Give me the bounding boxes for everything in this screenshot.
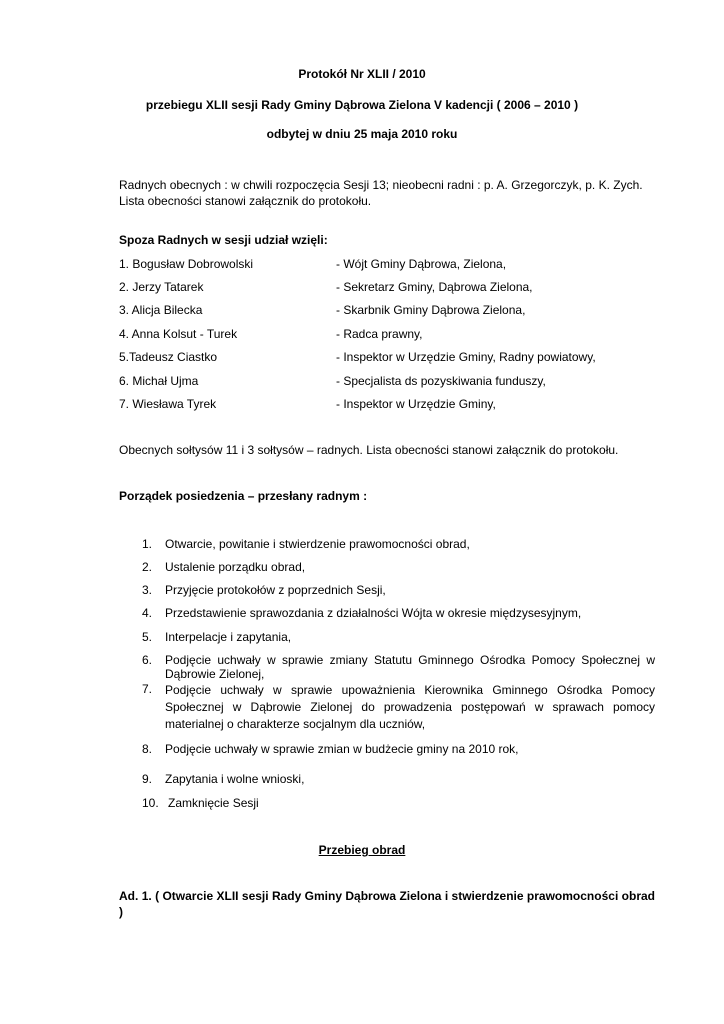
ad1-heading: Ad. 1. ( Otwarcie XLII sesji Rady Gminy Dąbrowa Zielona i stwierdzenie prawomocności obrad ) bbox=[119, 889, 655, 919]
guest-name: 5.Tadeusz Ciastko bbox=[119, 350, 218, 364]
attendance-line: Radnych obecnych : w chwili rozpoczęcia Sesji 13; nieobecni radni : p. A. Grzegorczyk, p. K. Zych. bbox=[119, 178, 643, 192]
agenda-number: 2. bbox=[142, 560, 153, 574]
agenda-number: 9. bbox=[142, 772, 153, 786]
agenda-heading: Porządek posiedzenia – przesłany radnym : bbox=[119, 489, 368, 503]
document-subtitle: przebiegu XLII sesji Rady Gminy Dąbrowa Zielona V kadencji ( 2006 – 2010 ) bbox=[145, 98, 579, 112]
agenda-text: Interpelacje i zapytania, bbox=[165, 630, 292, 644]
guest-role: - Radca prawny, bbox=[336, 327, 423, 341]
agenda-number: 4. bbox=[142, 606, 153, 620]
soltys-line: Obecnych sołtysów 11 i 3 sołtysów – radnych. Lista obecności stanowi załącznik do protokołu. bbox=[119, 443, 619, 457]
agenda-number: 7. bbox=[142, 682, 153, 696]
guest-role: - Skarbnik Gminy Dąbrowa Zielona, bbox=[336, 303, 526, 317]
document-title: Protokół Nr XLII / 2010 bbox=[298, 67, 426, 81]
agenda-text: Zamknięcie Sesji bbox=[168, 796, 259, 810]
agenda-number: 10. bbox=[142, 796, 159, 810]
agenda-number: 3. bbox=[142, 583, 153, 597]
guest-name: 6. Michał Ujma bbox=[119, 374, 199, 388]
agenda-text: Podjęcie uchwały w sprawie upoważnienia Kierownika Gminnego Ośrodka Pomocy Społecznej w Dąbrowie Zielonej do prowadzenia postępowań w sprawach pomocy materialnej o charakterze socjalnym dla uczniów, bbox=[165, 683, 655, 731]
guest-name: 4. Anna Kolsut - Turek bbox=[119, 327, 238, 341]
agenda-text: Podjęcie uchwały w sprawie zmiany Statutu Gminnego Ośrodka Pomocy Społecznej w Dąbrowie Zielonej, bbox=[165, 653, 655, 681]
guest-name: 2. Jerzy Tatarek bbox=[119, 280, 204, 294]
agenda-text: Otwarcie, powitanie i stwierdzenie prawomocności obrad, bbox=[165, 537, 470, 551]
session-date: odbytej w dniu 25 maja 2010 roku bbox=[266, 127, 458, 141]
guest-role: - Inspektor w Urzędzie Gminy, Radny powiatowy, bbox=[336, 350, 596, 364]
agenda-text: Podjęcie uchwały w sprawie zmian w budżecie gminy na 2010 rok, bbox=[165, 742, 519, 756]
agenda-text: Ustalenie porządku obrad, bbox=[165, 560, 306, 574]
agenda-number: 5. bbox=[142, 630, 153, 644]
guest-role: - Specjalista ds pozyskiwania funduszy, bbox=[336, 374, 546, 388]
guest-role: - Wójt Gminy Dąbrowa, Zielona, bbox=[336, 257, 507, 271]
agenda-number: 6. bbox=[142, 653, 153, 667]
guest-role: - Sekretarz Gminy, Dąbrowa Zielona, bbox=[336, 280, 533, 294]
agenda-text: Przedstawienie sprawozdania z działalności Wójta w okresie międzysesyjnym, bbox=[165, 606, 582, 620]
agenda-text: Zapytania i wolne wnioski, bbox=[165, 772, 305, 786]
guests-heading: Spoza Radnych w sesji udział wzięli: bbox=[119, 233, 328, 247]
guest-name: 1. Bogusław Dobrowolski bbox=[119, 257, 254, 271]
guest-role: - Inspektor w Urzędzie Gminy, bbox=[336, 397, 496, 411]
proceedings-heading: Przebieg obrad bbox=[318, 843, 406, 857]
guest-name: 3. Alicja Bilecka bbox=[119, 303, 203, 317]
agenda-number: 1. bbox=[142, 537, 153, 551]
attendance-note: Lista obecności stanowi załącznik do protokołu. bbox=[119, 194, 372, 208]
guest-name: 7. Wiesława Tyrek bbox=[119, 397, 217, 411]
agenda-number: 8. bbox=[142, 742, 153, 756]
agenda-text: Przyjęcie protokołów z poprzednich Sesji, bbox=[165, 583, 386, 597]
